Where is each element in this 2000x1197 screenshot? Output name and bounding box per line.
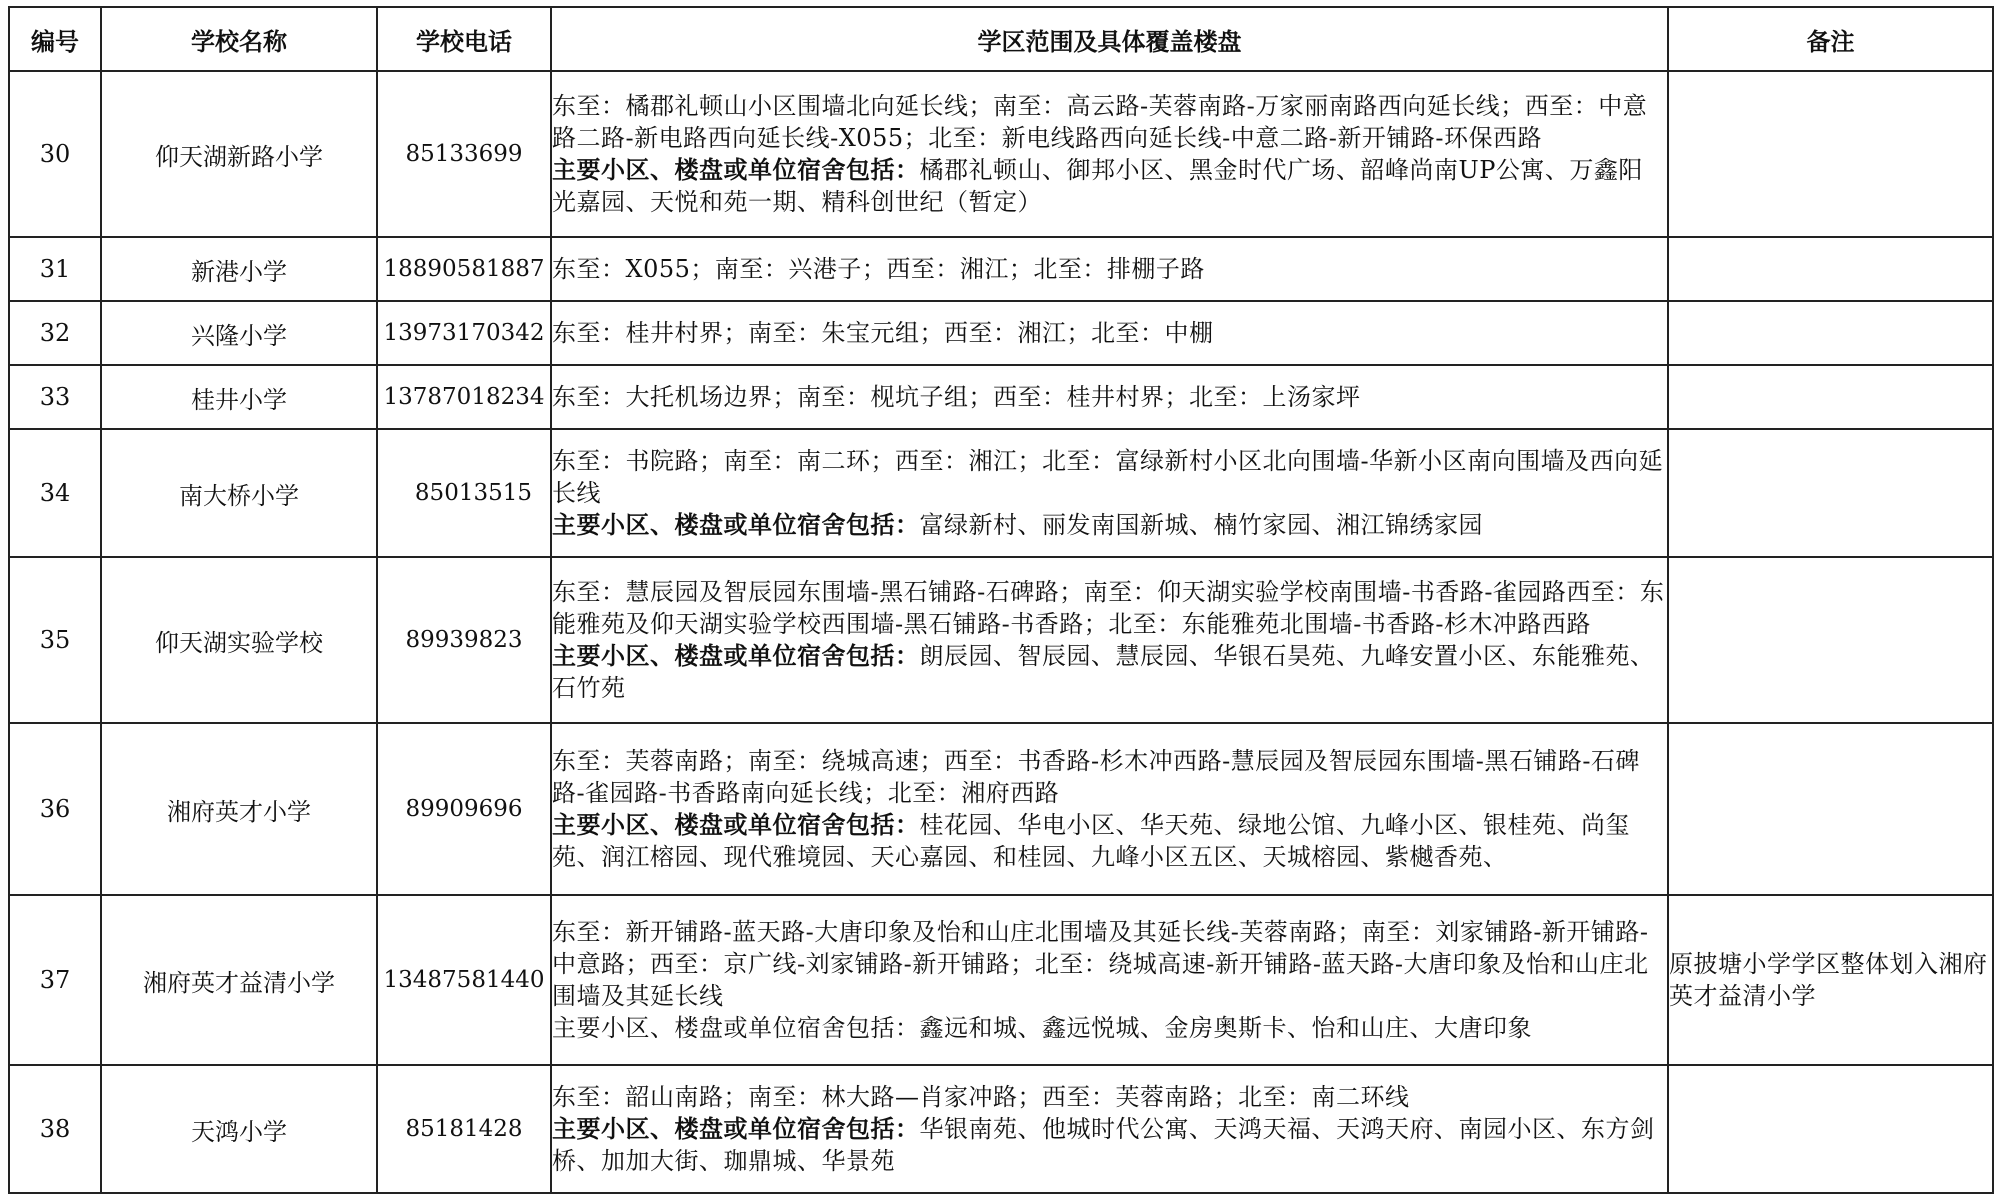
school-phone: 85013515 (377, 429, 551, 557)
table-row (9, 723, 1993, 895)
district-range-cell (551, 723, 1668, 895)
school-phone: 13787018234 (377, 365, 551, 429)
main-communities-list: 桂花园、华电小区、华天苑、绿地公馆、九峰小区、银桂苑、尚玺苑、润江榕园、现代雅境园、天心嘉园、和桂园、九峰小区五区、天城榕园、紫樾香苑、 (552, 811, 1630, 871)
header-row (9, 7, 1993, 71)
row-id: 36 (9, 723, 101, 895)
header-notes: 备注 (1668, 7, 1993, 71)
main-communities (552, 1113, 1667, 1177)
table-row (9, 301, 1993, 365)
district-range-cell (551, 365, 1668, 429)
header-school-name: 学校名称 (101, 7, 377, 71)
notes-cell (1668, 237, 1993, 301)
main-communities: 主要小区、楼盘或单位宿舍包括：鑫远和城、鑫远悦城、金房奥斯卡、怡和山庄、大唐印象 (552, 1014, 1532, 1042)
district-boundary-text: 东至：韶山南路；南至：林大路—肖家冲路；西至：芙蓉南路；北至：南二环线 (552, 1083, 1410, 1111)
school-district-table (8, 6, 1994, 1194)
main-communities (552, 640, 1667, 704)
notes-cell (1668, 301, 1993, 365)
district-range-cell (551, 71, 1668, 237)
row-id: 32 (9, 301, 101, 365)
district-boundary-text: 东至：X055；南至：兴港子；西至：湘江；北至：排棚子路 (552, 255, 1205, 283)
school-name: 湘府英才小学 (101, 723, 377, 895)
school-name: 南大桥小学 (101, 429, 377, 557)
district-boundary-text: 东至：慧辰园及智辰园东围墙-黑石铺路-石碑路；南至：仰天湖实验学校南围墙-书香路-雀园路西至：东能雅苑及仰天湖实验学校西围墙-黑石铺路-书香路；北至：东能雅苑北围墙-书香路-杉木冲路西路 (552, 578, 1665, 638)
main-communities-list: 朗辰园、智辰园、慧辰园、华银石昊苑、九峰安置小区、东能雅苑、石竹苑 (552, 642, 1655, 702)
table-row (9, 71, 1993, 237)
main-communities-label: 主要小区、楼盘或单位宿舍包括： (552, 156, 920, 184)
table-row (9, 1065, 1993, 1193)
main-communities (552, 809, 1667, 873)
table-row (9, 557, 1993, 723)
school-phone: 89909696 (377, 723, 551, 895)
district-boundary-text: 东至：新开铺路-蓝天路-大唐印象及怡和山庄北围墙及其延长线-芙蓉南路；南至：刘家铺路-新开铺路-中意路；西至：京广线-刘家铺路-新开铺路；北至：绕城高速-新开铺路-蓝天路-大唐印象及怡和山庄北围墙及其延长线 (552, 918, 1649, 1010)
district-range-cell (551, 237, 1668, 301)
table-row (9, 237, 1993, 301)
main-communities-list: 富绿新村、丽发南国新城、楠竹家园、湘江锦绣家园 (919, 511, 1483, 539)
header-school-phone: 学校电话 (377, 7, 551, 71)
notes-cell (1668, 723, 1993, 895)
district-range-cell (551, 429, 1668, 557)
row-id: 34 (9, 429, 101, 557)
district-boundary-text: 东至：橘郡礼顿山小区围墙北向延长线；南至：高云路-芙蓉南路-万家丽南路西向延长线；西至：中意路二路-新电路西向延长线-X055；北至：新电线路西向延长线-中意二路-新开铺路-环保西路 (552, 92, 1648, 152)
district-range-cell (551, 557, 1668, 723)
main-communities-label: 主要小区、楼盘或单位宿舍包括： (552, 811, 920, 839)
district-boundary-text: 东至：书院路；南至：南二环；西至：湘江；北至：富绿新村小区北向围墙-华新小区南向围墙及西向延长线 (552, 447, 1664, 507)
table-row (9, 429, 1993, 557)
school-name: 桂井小学 (101, 365, 377, 429)
school-name: 兴隆小学 (101, 301, 377, 365)
district-boundary-text: 东至：芙蓉南路；南至：绕城高速；西至：书香路-杉木冲西路-慧辰园及智辰园东围墙-黑石铺路-石碑路-雀园路-书香路南向延长线；北至：湘府西路 (552, 747, 1640, 807)
school-name: 天鸿小学 (101, 1065, 377, 1193)
main-communities-label: 主要小区、楼盘或单位宿舍包括： (552, 1115, 920, 1143)
school-name: 湘府英才益清小学 (101, 895, 377, 1065)
school-name: 仰天湖新路小学 (101, 71, 377, 237)
school-phone: 13487581440 (377, 895, 551, 1065)
district-boundary-text: 东至：大托机场边界；南至：枧坑子组；西至：桂井村界；北至：上汤家坪 (552, 383, 1361, 411)
school-name: 新港小学 (101, 237, 377, 301)
school-name: 仰天湖实验学校 (101, 557, 377, 723)
table-row (9, 895, 1993, 1065)
notes-cell (1668, 1065, 1993, 1193)
district-range-cell (551, 301, 1668, 365)
district-range-cell (551, 1065, 1668, 1193)
main-communities (552, 509, 1667, 541)
row-id: 35 (9, 557, 101, 723)
main-communities-label: 主要小区、楼盘或单位宿舍包括： (552, 642, 920, 670)
header-id: 编号 (9, 7, 101, 71)
row-id: 37 (9, 895, 101, 1065)
main-communities-list: 橘郡礼顿山、御邦小区、黑金时代广场、韶峰尚南UP公寓、万鑫阳光嘉园、天悦和苑一期、精科创世纪（暂定） (552, 156, 1643, 216)
row-id: 33 (9, 365, 101, 429)
row-id: 31 (9, 237, 101, 301)
notes-cell (1668, 365, 1993, 429)
school-phone: 13973170342 (377, 301, 551, 365)
notes-cell (1668, 429, 1993, 557)
notes-cell (1668, 71, 1993, 237)
header-district-range: 学区范围及具体覆盖楼盘 (551, 7, 1668, 71)
main-communities (552, 154, 1667, 218)
main-communities-list: 华银南苑、他城时代公寓、天鸿天福、天鸿天府、南园小区、东方剑桥、加加大街、珈鼎城、华景苑 (552, 1115, 1655, 1175)
main-communities-label: 主要小区、楼盘或单位宿舍包括： (552, 511, 920, 539)
school-phone: 18890581887 (377, 237, 551, 301)
school-phone: 89939823 (377, 557, 551, 723)
row-id: 38 (9, 1065, 101, 1193)
table-row (9, 365, 1993, 429)
row-id: 30 (9, 71, 101, 237)
notes-cell: 原披塘小学学区整体划入湘府英才益清小学 (1668, 895, 1993, 1065)
notes-cell (1668, 557, 1993, 723)
school-phone: 85181428 (377, 1065, 551, 1193)
school-phone: 85133699 (377, 71, 551, 237)
district-range-cell (551, 895, 1668, 1065)
district-boundary-text: 东至：桂井村界；南至：朱宝元组；西至：湘江；北至：中棚 (552, 319, 1214, 347)
